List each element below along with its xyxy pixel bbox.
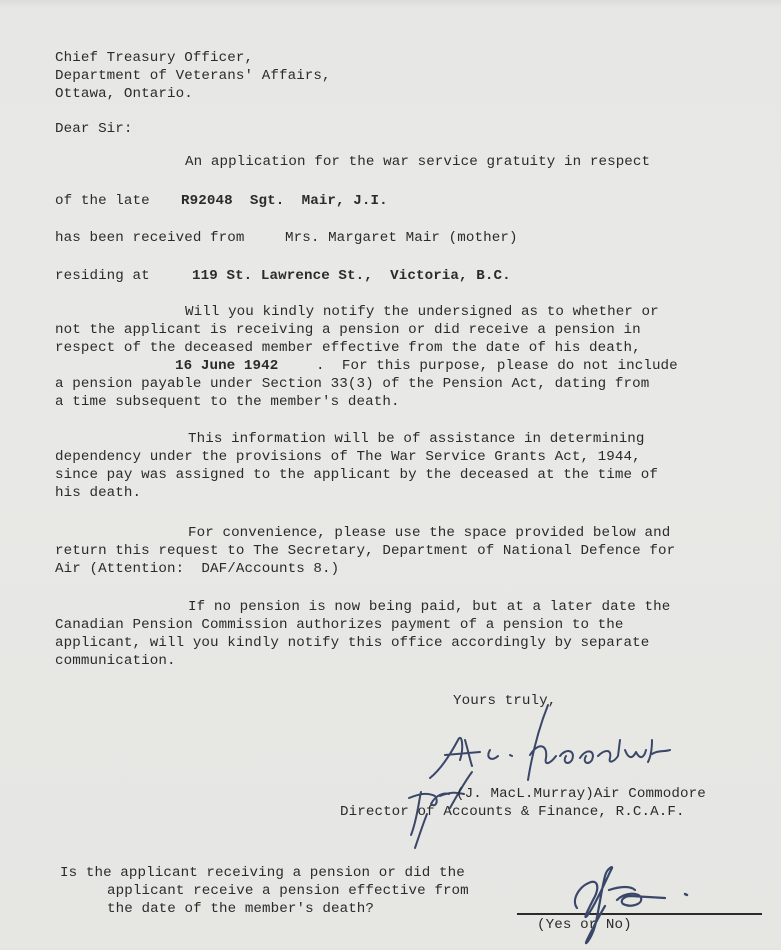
para1-line-5: a pension payable under Section 33(3) of the Pension Act, dating from — [55, 376, 650, 392]
para2-line-2: dependency under the provisions of The War Service Grants Act, 1944, — [55, 449, 641, 465]
recipient-line-1: Chief Treasury Officer, — [55, 50, 254, 66]
para1-line-1: Will you kindly notify the undersigned as to whether or — [185, 304, 659, 320]
from-label: has been received from — [55, 230, 245, 246]
para1-line-2: not the applicant is receiving a pension or did receive a pension in — [55, 322, 641, 338]
signatory-line-1: (J. MacL.Murray)Air Commodore — [456, 786, 706, 802]
handwritten-no-icon — [565, 860, 715, 950]
recipient-line-2: Department of Veterans' Affairs, — [55, 68, 331, 84]
question-line-2: applicant receive a pension effective from — [107, 883, 469, 899]
para4-line-4: communication. — [55, 653, 176, 669]
para1-line-4: . For this purpose, please do not include — [316, 358, 678, 374]
question-line-3: the date of the member's death? — [107, 901, 375, 917]
signatory-line-2: Director of Accounts & Finance, R.C.A.F. — [340, 804, 685, 820]
para4-line-3: applicant, will you kindly notify this office accordingly by separate — [55, 635, 650, 651]
residing-value: 119 St. Lawrence St., Victoria, B.C. — [192, 268, 511, 284]
late-label: of the late — [55, 193, 150, 209]
para4-line-1: If no pension is now being paid, but at a later date the — [188, 599, 671, 615]
for-mark-icon — [405, 780, 465, 850]
answer-label: (Yes or No) — [537, 917, 632, 933]
para1-line-6: a time subsequent to the member's death. — [55, 394, 400, 410]
from-value: Mrs. Margaret Mair (mother) — [285, 230, 518, 246]
valediction: Yours truly, — [453, 693, 557, 709]
para2-line-4: his death. — [55, 485, 142, 501]
para2-line-1: This information will be of assistance in determining — [188, 431, 645, 447]
question-line-1: Is the applicant receiving a pension or did the — [60, 865, 465, 881]
para3-line-2: return this request to The Secretary, Department of National Defence for — [55, 543, 676, 559]
salutation: Dear Sir: — [55, 121, 133, 137]
residing-label: residing at — [55, 268, 150, 284]
para4-line-2: Canadian Pension Commission authorizes payment of a pension to the — [55, 617, 624, 633]
para3-line-3: Air (Attention: DAF/Accounts 8.) — [55, 561, 340, 577]
recipient-line-3: Ottawa, Ontario. — [55, 86, 193, 102]
para1-line-3: respect of the deceased member effective from the date of his death, — [55, 340, 641, 356]
para2-line-3: since pay was assigned to the applicant by the deceased at the time of — [55, 467, 658, 483]
death-date: 16 June 1942 — [175, 358, 279, 374]
para3-line-1: For convenience, please use the space provided below and — [188, 525, 671, 541]
intro-line-1: An application for the war service gratuity in respect — [185, 154, 651, 170]
late-value: R92048 Sgt. Mair, J.I. — [181, 193, 388, 209]
